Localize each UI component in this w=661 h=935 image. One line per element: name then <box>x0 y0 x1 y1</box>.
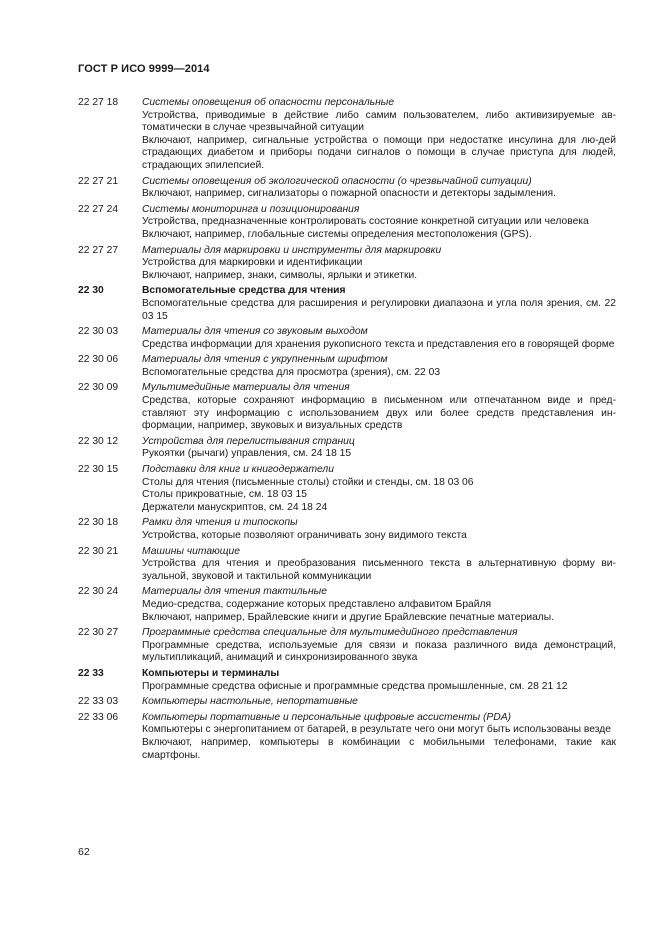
entry-description: Рукоятки (рычаги) управления, см. 24 18 15 <box>142 448 352 460</box>
entry-code: 22 30 21 <box>78 545 119 557</box>
entry-description: Устройства, которые позволяют ограничивать зону видимого текста <box>142 530 467 541</box>
entry-description: Средства информации для хранения рукописного текста и представления его в говорящей форме <box>142 338 615 350</box>
entry-title: Машины читающие <box>142 545 241 557</box>
entry-title: Устройства для перелистывания страниц <box>142 435 355 447</box>
entry-description: Устройства для чтения и преобразования письменного текста в альтернативную форму ви-зуальной, звуковой и тактильной коммуникации <box>142 558 616 582</box>
entry-title: Подставки для книг и книгодержатели <box>142 464 334 476</box>
entry-description: Компьютеры с энергопитанием от батарей, в результате чего они могут быть использованы везде <box>142 724 611 736</box>
entry-title: Материалы для маркировки и инструменты для маркировки <box>142 244 442 256</box>
entry-body <box>142 517 616 542</box>
entry-description: Включают, например, сигнализаторы о пожарной опасности и детекторы задымления. <box>142 188 556 200</box>
entry-description: Столы для чтения (письменные столы) стойки и стенды, см. 18 03 06 <box>142 476 474 488</box>
entry-description: Включают, например, Брайлевские книги и другие Брайлевские печатные материалы. <box>142 611 555 623</box>
entry-code: 22 30 12 <box>78 435 119 447</box>
entry-body <box>142 586 616 624</box>
entry-description: Держатели манускриптов, см. 24 18 24 <box>142 501 328 513</box>
entry-body <box>142 245 616 283</box>
entry-title: Материалы для чтения тактильные <box>142 586 327 598</box>
entry-description: Включают, например, компьютеры в комбинации с мобильными телефонами, такие как смартфоны. <box>142 736 616 761</box>
entry-description: Программные средства, используемые для связи и показа различного вида демонстраций, мультипликаций, анимаций и синхронизированного звука <box>142 639 616 664</box>
entry-description: Устройства, предназначенные контролировать состояние конкретной ситуации или человека <box>142 216 589 228</box>
entry-description: Включают, например, знаки, символы, ярлыки и этикетки. <box>142 269 418 281</box>
entry-title: Материалы для чтения со звуковым выходом <box>142 326 368 338</box>
entry-description: Устройства для маркировки и идентификации <box>142 257 363 269</box>
entry-title: Компьютеры настольные, непортативные <box>142 696 358 708</box>
classification-entry <box>78 326 616 351</box>
entry-description: Медио-средства, содержание которых представлено алфавитом Брайля <box>142 598 492 610</box>
entry-code: 22 27 18 <box>78 97 119 108</box>
entry-body <box>142 464 616 514</box>
classification-entry <box>78 627 616 665</box>
entry-title: Системы оповещения об экологической опасности (о чрезвычайной ситуации) <box>142 175 532 187</box>
entry-code: 22 30 18 <box>78 517 119 529</box>
entry-code: 22 27 27 <box>78 244 119 256</box>
entry-body <box>142 546 616 584</box>
entry-body <box>142 668 616 693</box>
classification-entry <box>78 668 616 693</box>
entry-code: 22 30 09 <box>78 382 119 394</box>
entry-body <box>142 97 616 173</box>
classification-entry <box>78 382 616 432</box>
classification-entry <box>78 546 616 584</box>
classification-entry <box>78 176 616 201</box>
entry-code: 22 30 06 <box>78 354 119 366</box>
page-number: 62 <box>78 846 90 858</box>
entry-title: Рамки для чтения и типоскопы <box>142 517 298 529</box>
entry-title: Системы оповещения об опасности персональные <box>142 97 395 108</box>
entry-body <box>142 285 616 323</box>
entry-title: Системы мониторинга и позиционирования <box>142 203 360 215</box>
entry-body <box>142 382 616 432</box>
classification-entry <box>78 204 616 242</box>
entry-body <box>142 326 616 351</box>
entry-body <box>142 436 616 461</box>
entry-description: Устройства, приводимые в действие либо самим пользователем, либо активизируемые ав-томатически в случае чрезвычайной ситуации <box>142 109 616 134</box>
classification-entry <box>78 586 616 624</box>
entry-body <box>142 204 616 242</box>
entry-code: 22 30 03 <box>78 326 119 338</box>
entry-code: 22 30 27 <box>78 627 119 639</box>
entry-code: 22 33 03 <box>78 696 119 708</box>
entry-title: Программные средства специальные для мультимедийного представления <box>142 627 518 639</box>
entry-description: Вспомогательные средства для расширения и регулировки диапазона и угла поля зрения, см. 22 03 15 <box>142 297 616 322</box>
entry-code: 22 27 24 <box>78 203 119 215</box>
classification-entry <box>78 696 616 709</box>
entry-body <box>142 176 616 201</box>
classification-entry <box>78 354 616 379</box>
classification-entry <box>78 436 616 461</box>
entry-title: Компьютеры и терминалы <box>142 667 280 679</box>
entry-title: Вспомогательные средства для чтения <box>142 285 346 297</box>
entry-code: 22 30 24 <box>78 586 119 598</box>
classification-entry <box>78 285 616 323</box>
classification-entry <box>78 245 616 283</box>
entry-title: Мультимедийные материалы для чтения <box>142 382 350 394</box>
classification-entry <box>78 517 616 542</box>
entry-body <box>142 696 616 709</box>
entry-description: Включают, например, глобальные системы определения местоположения (GPS). <box>142 228 532 240</box>
entry-body <box>142 712 616 762</box>
entry-description: Вспомогательные средства для просмотра (зрения), см. 22 03 <box>142 366 441 378</box>
entry-description: Средства, которые сохраняют информацию в письменном или отпечатанном виде и пред-ставляют эту информацию с использованием двух или более средств представления ин-формации, например, звуковых и визуальных средств <box>142 395 616 432</box>
entry-description: Программные средства офисные и программные средства промышленные, см. 28 21 12 <box>142 680 568 692</box>
entry-body <box>142 627 616 665</box>
document-header: ГОСТ Р ИСО 9999—2014 <box>78 63 210 75</box>
entry-description: Столы прикроватные, см. 18 03 15 <box>142 489 307 501</box>
entry-code: 22 33 <box>78 667 104 679</box>
entry-description: Включают, например, сигнальные устройства о помощи при недостатке инсулина для лю-дей страдающих диабетом и приборы подачи сигналов о помощи в случае приступа для людей, страдающих эпилепсией. <box>142 134 616 171</box>
classification-entries <box>78 97 616 765</box>
classification-entry <box>78 712 616 762</box>
classification-entry <box>78 464 616 514</box>
entry-body <box>142 354 616 379</box>
entry-title: Материалы для чтения с укрупненным шрифтом <box>142 354 388 366</box>
classification-entry <box>78 97 616 173</box>
entry-code: 22 27 21 <box>78 175 119 187</box>
entry-title: Компьютеры портативные и персональные цифровые ассистенты (PDA) <box>142 711 511 723</box>
entry-code: 22 33 06 <box>78 711 119 723</box>
entry-code: 22 30 15 <box>78 464 119 476</box>
entry-code: 22 30 <box>78 285 104 297</box>
